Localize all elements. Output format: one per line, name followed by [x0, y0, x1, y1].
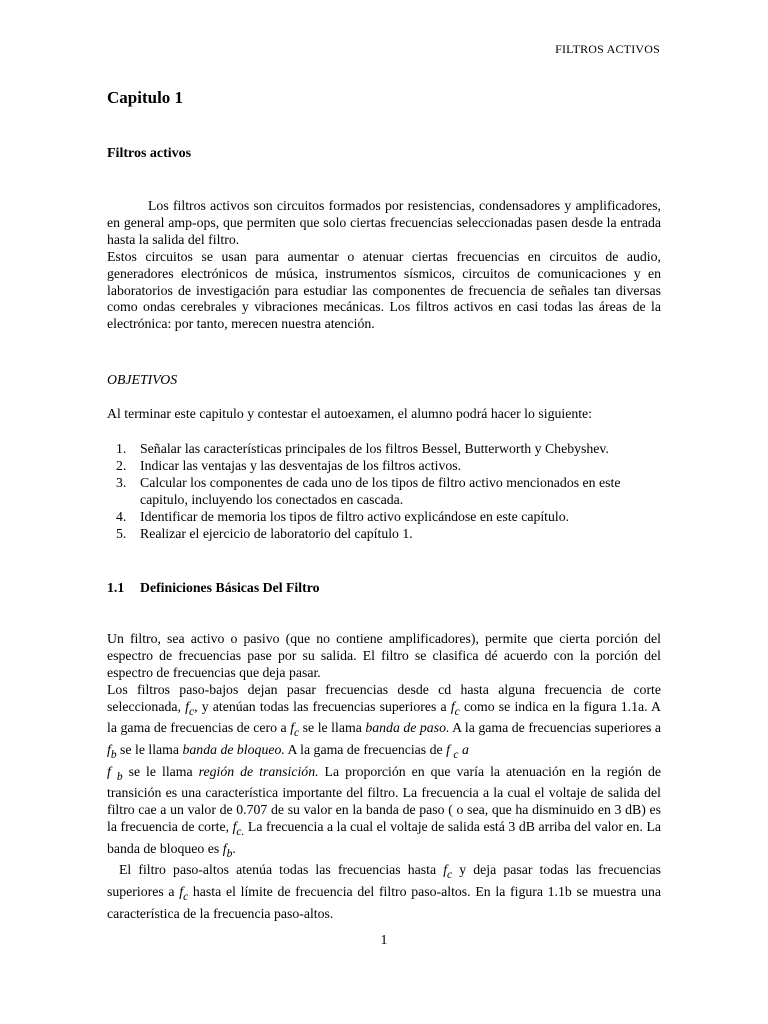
subsection-title: Definiciones Básicas Del Filtro: [140, 580, 320, 595]
text-run: como se indica en la figura 1.1a. A la gama de frecuencias de cero a: [107, 698, 661, 736]
text-run: A la gama de frecuencias de: [284, 741, 447, 757]
text-run: se le llama: [122, 763, 199, 779]
text-run: La frecuencia a la cual el voltaje de salida está 3 dB arriba del valor en. La banda de bloqueo es: [107, 819, 661, 856]
list-item: [116, 475, 661, 509]
fc-symbol: $f_c$: [185, 698, 195, 718]
definitions-text: [107, 631, 661, 923]
list-item: [116, 441, 661, 458]
text-run: y deja pasar todas las frecuencias superiores a: [107, 862, 661, 900]
chapter-title: Capitulo 1: [107, 88, 184, 107]
definitions-paragraph-1: Un filtro, sea activo o pasivo (que no contiene amplificadores), permite que cierta porción del espectro de frecuencias pase por su salida. El filtro se clasifica dé acuerdo con la porción del espectro de frecuencias que deja pasar.: [107, 631, 661, 680]
list-item: [116, 458, 661, 475]
definitions-paragraph-2: [107, 682, 661, 863]
fb-symbol: $f_b$: [107, 741, 117, 761]
list-number: 5.: [116, 525, 127, 541]
subsection-number: 1.1: [107, 580, 125, 595]
text-run: A la gama de frecuencias superiores a: [449, 720, 661, 736]
term-region-de-transicion: región de transición.: [198, 763, 319, 779]
list-number: 2.: [116, 457, 127, 473]
objectives-list: [116, 441, 661, 542]
page-number: 1: [380, 932, 388, 947]
text-run: Los filtros paso-bajos dejan pasar frecuencias desde cd hasta alguna frecuencia de corte seleccionada,: [107, 681, 661, 714]
subsection-heading: [107, 580, 319, 596]
fc-symbol: $f_c$: [179, 884, 189, 903]
fc-symbol: $f_c$: [443, 862, 453, 882]
text-run: hasta el límite de frecuencia del filtro paso-altos. En la figura 1.1b se muestra una característica de la frecuencia paso-altos.: [107, 884, 662, 921]
fb-symbol: f $_b$: [107, 763, 123, 783]
text-run: , y atenúan todas las frecuencias superiores a: [194, 698, 451, 714]
term-banda-de-bloqueo: banda de bloqueo.: [182, 741, 285, 757]
text-run: se le llama: [116, 741, 183, 757]
list-item: [116, 526, 661, 543]
list-number: 4.: [116, 508, 127, 524]
list-number: 1.: [116, 441, 127, 456]
fc-symbol: f $_c$ a: [446, 741, 469, 761]
objectives-lead: Al terminar este capitulo y contestar el autoexamen, el alumno podrá hacer lo siguiente:: [107, 406, 593, 421]
list-text: Señalar las características principales de los filtros Bessel, Butterworth y Chebyshev.: [140, 441, 609, 456]
list-item: [116, 509, 661, 526]
fc-symbol: $f_c$: [450, 698, 460, 718]
list-text: Realizar el ejercicio de laboratorio del capítulo 1.: [140, 525, 413, 541]
fb-symbol: $f_b$: [222, 840, 233, 860]
term-banda-de-paso: banda de paso.: [365, 720, 450, 736]
definitions-paragraph-3: [107, 862, 661, 922]
intro-paragraph-2: Estos circuitos se usan para aumentar o atenuar ciertas frecuencias en circuitos de audio, generadores electrónicos de música, instrumentos sísmicos, circuitos de comunicaciones y en laboratorios de investigación para estudiar las componentes de frecuencia de señales tan diversas como ondas cerebrales y vibraciones mecánicas. Los filtros activos en casi todas las áreas de la electrónica: por tanto, merecen nuestra atención.: [107, 248, 661, 332]
text-run: El filtro paso-altos atenúa todas las frecuencias hasta: [119, 862, 444, 878]
list-text: Identificar de memoria los tipos de filtro activo explicándose en este capítulo.: [140, 508, 570, 524]
list-text: Indicar las ventajas y las desventajas de los filtros activos.: [140, 457, 462, 473]
intro-paragraph-1: Los filtros activos son circuitos formados por resistencias, condensadores y amplificadores, en general amp-ops, que permiten que solo ciertas frecuencias seleccionadas pasen desde la entrada hasta la salida del filtro.: [107, 198, 661, 247]
fc-symbol: $f_c$: [290, 720, 300, 740]
text-run: se le llama: [299, 720, 366, 736]
intro-text: [107, 198, 661, 333]
list-number: 3.: [116, 474, 127, 490]
text-run: .: [232, 840, 236, 856]
text-run: La proporción en que varía la atenuación en la región de transición es una característica importante del filtro. La frecuencia a la cual el voltaje de salida del filtro cae a un valor de 0.707 de su valor en la banda de paso ( o sea, que ha disminuido en 3 dB) es la frecuencia de corte,: [107, 763, 661, 835]
list-text: Calcular los componentes de cada uno de los tipos de filtro activo mencionados en este capitulo, incluyendo los conectados en cascada.: [140, 474, 621, 507]
objectives-heading: OBJETIVOS: [107, 372, 178, 387]
section-title: Filtros activos: [107, 146, 192, 161]
fc-symbol: $f_{c.}$: [232, 819, 245, 838]
running-header: FILTROS ACTIVOS: [555, 42, 660, 56]
